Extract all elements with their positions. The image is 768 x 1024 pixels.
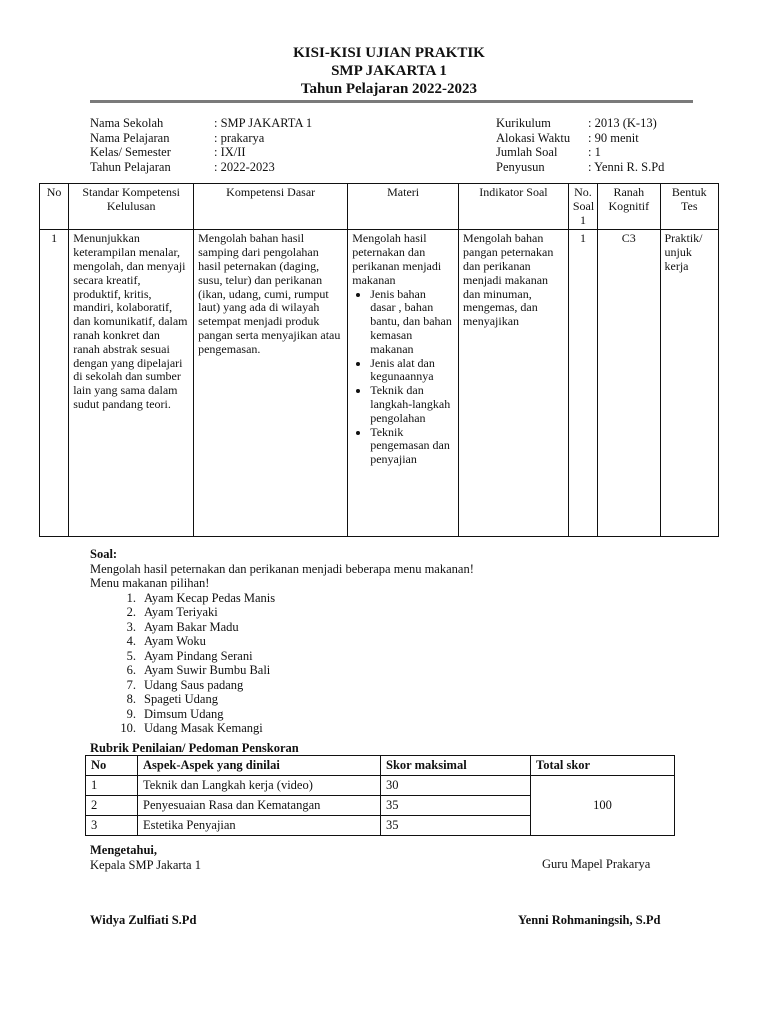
- info-row-curriculum: [496, 116, 664, 131]
- materi-intro: Mengolah hasil peternakan dan perikanan menjadi makanan: [352, 231, 442, 287]
- info-value: : 2022-2023: [214, 159, 275, 174]
- info-label: Nama Sekolah: [90, 116, 164, 130]
- column-header: Total skor: [531, 756, 675, 776]
- item-number: 8.: [126, 692, 136, 706]
- list-item: [114, 649, 690, 664]
- item-number: 3.: [126, 619, 136, 634]
- title-line-2: SMP JAKARTA 1: [331, 63, 447, 79]
- soal-text: Mengolah hasil peternakan dan perikanan menjadi beberapa menu makanan!: [90, 561, 474, 576]
- cell-skor: 35: [381, 816, 531, 836]
- cell-no: 3: [86, 816, 138, 836]
- cell-skor: 35: [381, 796, 531, 816]
- acknowledgement-label: Mengetahui,: [90, 843, 158, 857]
- info-row-question-count: [496, 145, 664, 160]
- column-header: No. Soal 1: [568, 184, 597, 230]
- item-label: Udang Masak Kemangi: [144, 721, 263, 735]
- list-item: [114, 692, 690, 707]
- cell-no: 2: [86, 796, 138, 816]
- title-line-1: KISI-KISI UJIAN PRAKTIK: [293, 45, 485, 61]
- column-header: Ranah Kognitif: [598, 184, 660, 230]
- info-row-school: [90, 116, 312, 131]
- info-label: Kelas/ Semester: [90, 145, 171, 159]
- item-label: Ayam Woku: [144, 634, 206, 648]
- info-value: : prakarya: [214, 130, 265, 145]
- cell-ranah: C3: [598, 230, 660, 537]
- cell-aspek: Penyesuaian Rasa dan Kematangan: [138, 796, 381, 816]
- info-label: Tahun Pelajaran: [90, 159, 171, 174]
- info-left-block: [90, 116, 312, 174]
- cell-materi: [348, 230, 459, 537]
- item-number: 9.: [126, 706, 136, 721]
- teacher-name: Yenni Rohmaningsih, S.Pd: [518, 913, 661, 927]
- rubrik-table: [85, 755, 675, 836]
- column-header: Bentuk Tes: [660, 184, 719, 230]
- item-label: Ayam Kecap Pedas Manis: [144, 590, 276, 605]
- info-label: Nama Pelajaran: [90, 130, 170, 145]
- cell-aspek: Teknik dan Langkah kerja (video): [138, 776, 381, 796]
- column-header: Aspek-Aspek yang dinilai: [138, 756, 381, 776]
- info-label: Jumlah Soal: [496, 145, 558, 159]
- info-label: Penyusun: [496, 159, 545, 174]
- menu-list: [90, 591, 690, 736]
- rubrik-title: Rubrik Penilaian/ Pedoman Penskoran: [90, 741, 299, 755]
- column-header: Materi: [348, 184, 459, 230]
- list-item: • Teknik pengemasan dan penyajian: [370, 426, 454, 467]
- column-header: Kompetensi Dasar: [194, 184, 348, 230]
- info-row-author: [496, 160, 664, 175]
- item-number: 7.: [126, 677, 136, 692]
- cell-kd: Mengolah bahan hasil samping dari pengolahan hasil peternakan (daging, susu, telur) dan perikanan (ikan, udang, cumi, rumput laut) yang ada di wilayah setempat menjadi produk pangan serta menyajikan atau pengemasan.: [194, 230, 348, 537]
- item-number: 1.: [126, 590, 136, 605]
- cell-skl: Menunjukkan keterampilan menalar, mengolah, dan menyaji secara kreatif, produktif, kritis, mandiri, kolaboratif, dan komunikatif, dalam ranah konkret dan ranah abstrak sesuai dengan yang dipelajari di sekolah dan sumber lain yang sama dalam sudut pandang teori.: [69, 230, 194, 537]
- kisi-header-row: [40, 184, 719, 230]
- list-item: [114, 721, 690, 736]
- info-row-time: [496, 131, 664, 146]
- list-item: [114, 663, 690, 678]
- principal-title: Kepala SMP Jakarta 1: [90, 857, 201, 872]
- cell-no: 1: [40, 230, 69, 537]
- cell-no-soal: 1: [568, 230, 597, 537]
- info-row-year: [90, 160, 312, 175]
- cell-no: 1: [86, 776, 138, 796]
- list-item: [114, 634, 690, 649]
- principal-name: Widya Zulfiati S.Pd: [90, 913, 197, 927]
- signature-right: [542, 857, 650, 872]
- teacher-title: Guru Mapel Prakarya: [542, 857, 651, 871]
- item-label: Ayam Teriyaki: [144, 605, 218, 619]
- materi-list: [352, 288, 454, 467]
- item-label: Ayam Suwir Bumbu Bali: [144, 663, 271, 677]
- info-value: : SMP JAKARTA 1: [214, 116, 313, 130]
- cell-skor: 30: [381, 776, 531, 796]
- table-row: [86, 776, 675, 796]
- title-divider: [90, 100, 693, 103]
- item-number: 2.: [126, 605, 136, 619]
- info-label: Kurikulum: [496, 116, 551, 130]
- title-line-3: Tahun Pelajaran 2022-2023: [300, 81, 478, 97]
- column-header: Skor maksimal: [381, 756, 531, 776]
- list-item: [114, 591, 690, 606]
- table-row: [40, 230, 719, 537]
- cell-bentuk: Praktik/ unjuk kerja: [660, 230, 719, 537]
- item-label: Ayam Bakar Madu: [144, 619, 239, 634]
- item-label: Ayam Pindang Serani: [144, 648, 253, 663]
- column-header: Indikator Soal: [459, 184, 569, 230]
- item-number: 5.: [126, 648, 136, 663]
- info-right-block: [496, 116, 664, 174]
- info-row-class: [90, 145, 312, 160]
- list-item: [114, 707, 690, 722]
- item-number: 4.: [126, 634, 136, 648]
- signature-left: [90, 843, 201, 872]
- item-label: Udang Saus padang: [144, 677, 244, 692]
- column-header: No: [40, 184, 69, 230]
- item-number: 10.: [120, 721, 136, 735]
- info-value: : Yenni R. S.Pd: [588, 159, 665, 174]
- info-value: : 1: [588, 145, 601, 159]
- info-value: : 90 menit: [588, 130, 639, 145]
- list-item: • Jenis alat dan kegunaannya: [370, 357, 454, 385]
- list-item: [114, 620, 690, 635]
- cell-indikator: Mengolah bahan pangan peternakan dan perikanan menjadi makanan dan minuman, mengemas, dan menyajikan: [459, 230, 569, 537]
- column-header: Standar Kompetensi Kelulusan: [69, 184, 194, 230]
- soal-section: [90, 547, 690, 736]
- cell-total: 100: [531, 776, 675, 836]
- info-value: : 2013 (K-13): [588, 116, 657, 130]
- soal-subtext: Menu makanan pilihan!: [90, 576, 210, 590]
- list-item: • Teknik dan langkah-langkah pengolahan: [370, 384, 454, 425]
- item-number: 6.: [126, 663, 136, 677]
- item-label: Dimsum Udang: [144, 706, 224, 721]
- rubrik-header-row: [86, 756, 675, 776]
- kisi-table: [39, 183, 719, 537]
- list-item: [114, 605, 690, 620]
- list-item: [114, 678, 690, 693]
- soal-heading: Soal:: [90, 547, 118, 561]
- column-header: No: [86, 756, 138, 776]
- cell-aspek: Estetika Penyajian: [138, 816, 381, 836]
- info-value: : IX/II: [214, 145, 246, 159]
- item-label: Spageti Udang: [144, 692, 218, 706]
- info-label: Alokasi Waktu: [496, 130, 571, 145]
- info-row-subject: [90, 131, 312, 146]
- list-item: • Jenis bahan dasar , bahan bantu, dan bahan kemasan makanan: [370, 288, 454, 357]
